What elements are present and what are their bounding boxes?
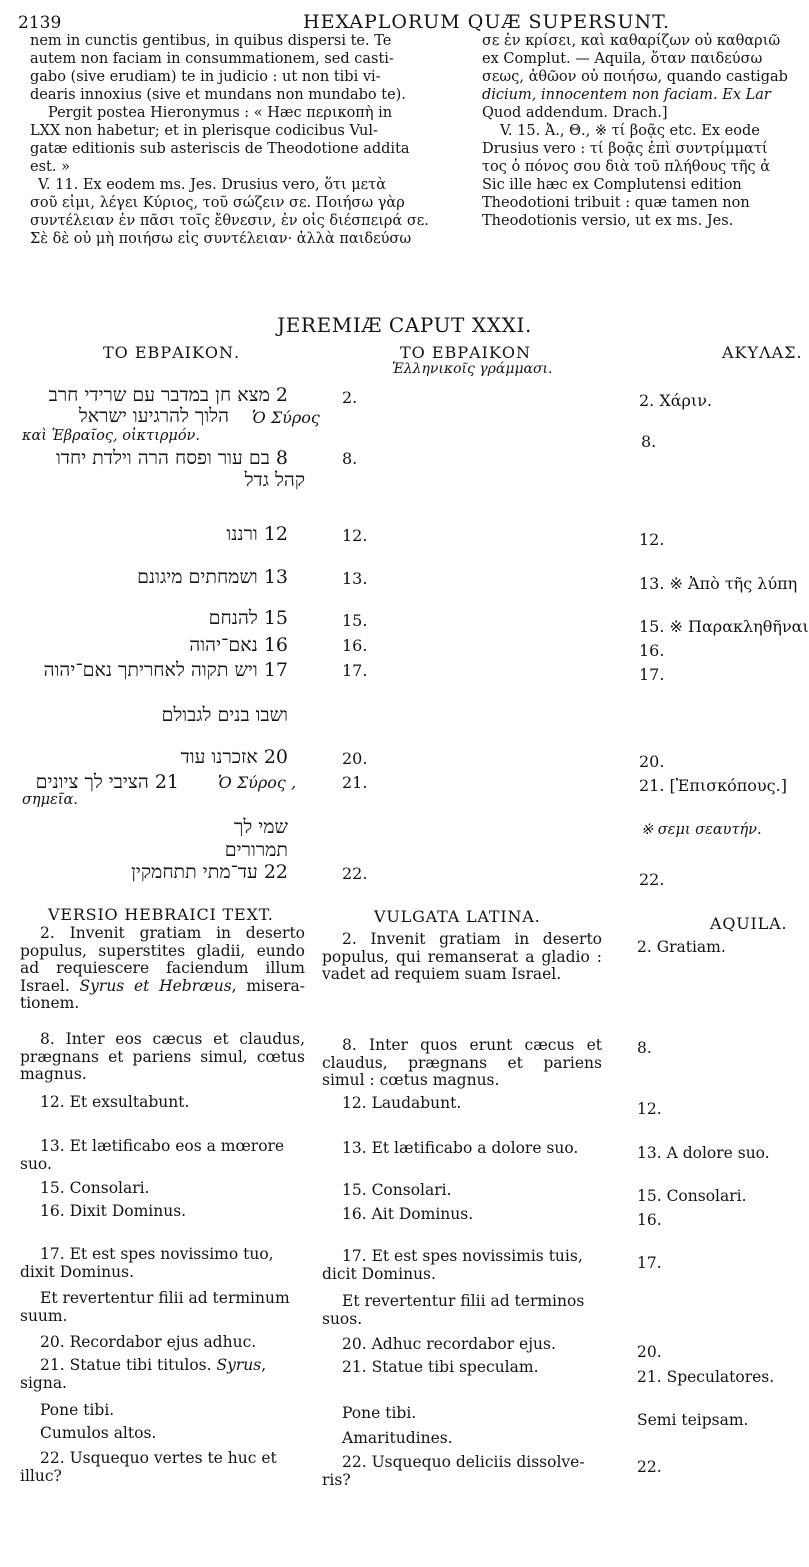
hebrew-verse-8b: קהל גדל: [244, 469, 305, 491]
note-line: gabo (sive erudiam) te in judicio : ut non tibi vi-: [30, 69, 381, 85]
latin-right-v20: 20.: [637, 1343, 662, 1361]
latin-right-v17: 17.: [637, 1254, 662, 1272]
note-line: nem in cunctis gentibus, in quibus dispersi te. Te: [30, 33, 392, 49]
aquila-greek: 8.: [641, 432, 657, 451]
note-line: V. 15. Ἀ., Θ., ※ τί βοᾷς etc. Ex eode: [500, 123, 760, 139]
latin-mid-v2: 2. Invenit gratiam in deserto populus, qui remanserat a gladio : vadet ad requiem suam Israel.: [322, 930, 602, 983]
note-line: ex Complut. — Aquila, ὅταν παιδεύσω: [482, 51, 763, 67]
latin-left-v21b: Pone tibi.: [40, 1401, 115, 1419]
trans-verse-number: 12.: [342, 526, 368, 545]
note-line: autem non faciam in consummationem, sed casti-: [30, 51, 394, 67]
note-line: Quod addendum. Drach.]: [482, 105, 668, 121]
col-header-transliterated: ΤΟ ΕΒΡΑΙΚΟΝ: [400, 343, 532, 362]
latin-mid-v15: 15. Consolari.: [342, 1181, 452, 1199]
latin-mid-v13: 13. Et lætificabo a dolore suo.: [342, 1139, 579, 1157]
note-line: V. 11. Ex eodem ms. Jes. Drusius vero, ὅτι μετὰ: [38, 177, 386, 193]
syrus-note: καὶ Ἑβραῖος, οἰκτιρμόν.: [22, 428, 200, 444]
note-line: gatæ editionis sub asteriscis de Theodotione addita: [30, 141, 410, 157]
latin-right-v16: 16.: [637, 1211, 662, 1229]
latin-left-v17: 17. Et est spes novissimo tuo, dixit Dominus.: [20, 1245, 274, 1281]
latin-left-v8: 8. Inter eos cæcus et claudus, prægnans et pariens simul, cœtus magnus.: [20, 1030, 305, 1083]
trans-verse-number: 21.: [342, 773, 368, 792]
latin-left-v16: 16. Dixit Dominus.: [40, 1202, 187, 1220]
trans-verse-number: 17.: [342, 661, 368, 680]
latin-header-aquila: AQUILA.: [710, 914, 788, 933]
aquila-greek: 13. ※ Ἀπὸ τῆς λύπη: [639, 574, 798, 593]
latin-mid-v21c: Amaritudines.: [342, 1429, 453, 1447]
trans-verse-number: 15.: [342, 611, 368, 630]
note-line: Sic ille hæc ex Complutensi edition: [482, 177, 742, 193]
latin-mid-v17b: Et revertentur filii ad terminos suos.: [322, 1292, 585, 1328]
hebrew-verse-22: 22 עד־מתי תתחמקין: [131, 861, 288, 883]
latin-left-v21c: Cumulos altos.: [40, 1424, 157, 1442]
aquila-greek: ※ σεμι σεαυτήν.: [641, 822, 762, 838]
note-line: τος ὁ πόνος σου διὰ τοῦ πλήθους τῆς ἀ: [482, 159, 771, 175]
aquila-greek: 17.: [639, 665, 665, 684]
latin-mid-v16: 16. Ait Dominus.: [342, 1205, 474, 1223]
latin-mid-v8: 8. Inter quos erunt cæcus et claudus, prægnans et pariens simul : cœtus magnus.: [322, 1036, 602, 1089]
aquila-greek: 2. Χάριν.: [639, 391, 713, 410]
latin-mid-v17: 17. Et est spes novissimis tuis, dicit Dominus.: [322, 1247, 583, 1283]
latin-left-v21: 21. Statue tibi titulos. Syrus, signa.: [20, 1356, 267, 1392]
trans-verse-number: 22.: [342, 864, 368, 883]
syrus-label: Ὁ Σύρος ,: [218, 773, 297, 792]
latin-mid-v21: 21. Statue tibi speculam.: [342, 1358, 539, 1376]
trans-verse-number: 20.: [342, 749, 368, 768]
latin-right-v8: 8.: [637, 1039, 652, 1057]
trans-verse-number: 13.: [342, 569, 368, 588]
running-title: HEXAPLORUM QUÆ SUPERSUNT.: [303, 11, 671, 33]
col-header-hebrew: ΤΟ ΕΒΡΑΙΚΟΝ.: [103, 343, 241, 362]
hebrew-verse-15: 15 להנחם: [208, 607, 288, 629]
note-line: σοῦ εἰμι, λέγει Κύριος, τοῦ σώζειν σε. Ποιήσω γὰρ: [30, 195, 405, 211]
aquila-greek: 12.: [639, 530, 665, 549]
latin-mid-v21b: Pone tibi.: [342, 1404, 417, 1422]
aquila-greek: 16.: [639, 641, 665, 660]
hebrew-verse-20: 20 אזכרנו עוד: [180, 746, 288, 768]
note-line: Pergit postea Hieronymus : « Hæc περικοπὴ in: [48, 105, 393, 121]
note-line: σεως, ἀθῶον οὐ ποιήσω, quando castigab: [482, 69, 788, 85]
trans-verse-number: 2.: [342, 388, 358, 407]
latin-right-v21: 21. Speculatores.: [637, 1368, 775, 1386]
col-header-aquila: ΑΚΥΛΑΣ.: [722, 343, 803, 362]
hebrew-verse-8a: 8 בם עור ופסח הרה וילדת יחדו: [55, 447, 288, 469]
chapter-title: JEREMIÆ CAPUT XXXI.: [277, 313, 532, 337]
aquila-greek: 22.: [639, 870, 665, 889]
latin-left-v17b: Et revertentur filii ad terminum suum.: [20, 1289, 290, 1325]
hebrew-verse-2b: הלוך להרגיעו ישראל: [78, 405, 229, 427]
hebrew-verse-17: 17 ויש תקוה לאחריתך נאם־יהוה: [43, 659, 288, 681]
latin-mid-v12: 12. Laudabunt.: [342, 1094, 462, 1112]
latin-right-v13: 13. A dolore suo.: [637, 1144, 770, 1162]
latin-left-v22: 22. Usquequo vertes te huc et illuc?: [20, 1449, 277, 1485]
note-line: Σὲ δὲ οὐ μὴ ποιήσω εἰς συντέλειαν· ἀλλὰ παιδεύσω: [30, 231, 412, 247]
latin-right-v15: 15. Consolari.: [637, 1187, 747, 1205]
latin-header-vulgate: VULGATA LATINA.: [374, 907, 541, 926]
note-line: dicium, innocentem non faciam. Ex Lar: [482, 87, 771, 103]
hebrew-verse-12: 12 ורננו: [226, 523, 288, 545]
latin-left-v12: 12. Et exsultabunt.: [40, 1093, 190, 1111]
latin-left-v2: 2. Invenit gratiam in deserto populus, superstites gladii, eundo ad requiescere faciendum illum Israel. Syrus et Hebræus, misera-tionem.: [20, 924, 305, 1012]
latin-right-v21b: Semi teipsam.: [637, 1411, 749, 1429]
latin-mid-v22: 22. Usquequo deliciis dissolve-ris?: [322, 1453, 585, 1489]
hebrew-verse-17b: ושבו בנים לגבולם: [161, 704, 288, 726]
note-line: Theodotionis versio, ut ex ms. Jes.: [482, 213, 734, 229]
hebrew-verse-21: 21 הציבי לך ציונים: [35, 771, 179, 793]
note-line: dearis innoxius (sive et mundans non mundabo te).: [30, 87, 406, 103]
latin-right-v12: 12.: [637, 1100, 662, 1118]
note-line: Drusius vero : τί βοᾷς ἐπὶ συντρίμματί: [482, 141, 768, 157]
aquila-greek: 15. ※ Παρακληθῆναι: [639, 617, 809, 636]
page-number: 2139: [18, 13, 62, 33]
latin-mid-v20: 20. Adhuc recordabor ejus.: [342, 1335, 556, 1353]
syrus-note: σημεῖα.: [22, 792, 78, 808]
latin-left-v20: 20. Recordabor ejus adhuc.: [40, 1333, 257, 1351]
note-line: LXX non habetur; et in plerisque codicibus Vul-: [30, 123, 378, 139]
hebrew-verse-21b: שמי לך: [234, 816, 288, 838]
hebrew-verse-21c: תמרורים: [224, 839, 288, 861]
aquila-greek: 21. [Ἐπισκόπους.]: [639, 776, 787, 795]
latin-right-v2: 2. Gratiam.: [637, 938, 726, 956]
hebrew-verse-16: 16 נאם־יהוה: [189, 634, 288, 656]
hebrew-verse-13: 13 ושמחתים מיגונם: [137, 566, 288, 588]
note-line: σε ἐν κρίσει, καὶ καθαρίζων οὐ καθαριῶ: [482, 33, 781, 49]
col-subheader-transliterated: Ἑλληνικοῖς γράμμασι.: [392, 361, 553, 377]
latin-left-v15: 15. Consolari.: [40, 1179, 150, 1197]
latin-left-v13: 13. Et lætificabo eos a mœrore suo.: [20, 1137, 285, 1173]
note-line: est. »: [30, 159, 70, 175]
hebrew-verse-2a: 2 מצא חן במדבר עם שרידי חרב: [48, 384, 288, 406]
trans-verse-number: 8.: [342, 449, 358, 468]
note-line: Theodotioni tribuit : quæ tamen non: [482, 195, 750, 211]
note-line: συντέλειαν ἐν πᾶσι τοῖς ἔθνεσιν, ἐν οἷς διέσπειρά σε.: [30, 213, 429, 229]
syrus-label: Ὁ Σύρος: [252, 408, 320, 427]
latin-header-hebrew-text: VERSIO HEBRAICI TEXT.: [48, 905, 274, 924]
trans-verse-number: 16.: [342, 636, 368, 655]
aquila-greek: 20.: [639, 752, 665, 771]
latin-right-v22: 22.: [637, 1458, 662, 1476]
